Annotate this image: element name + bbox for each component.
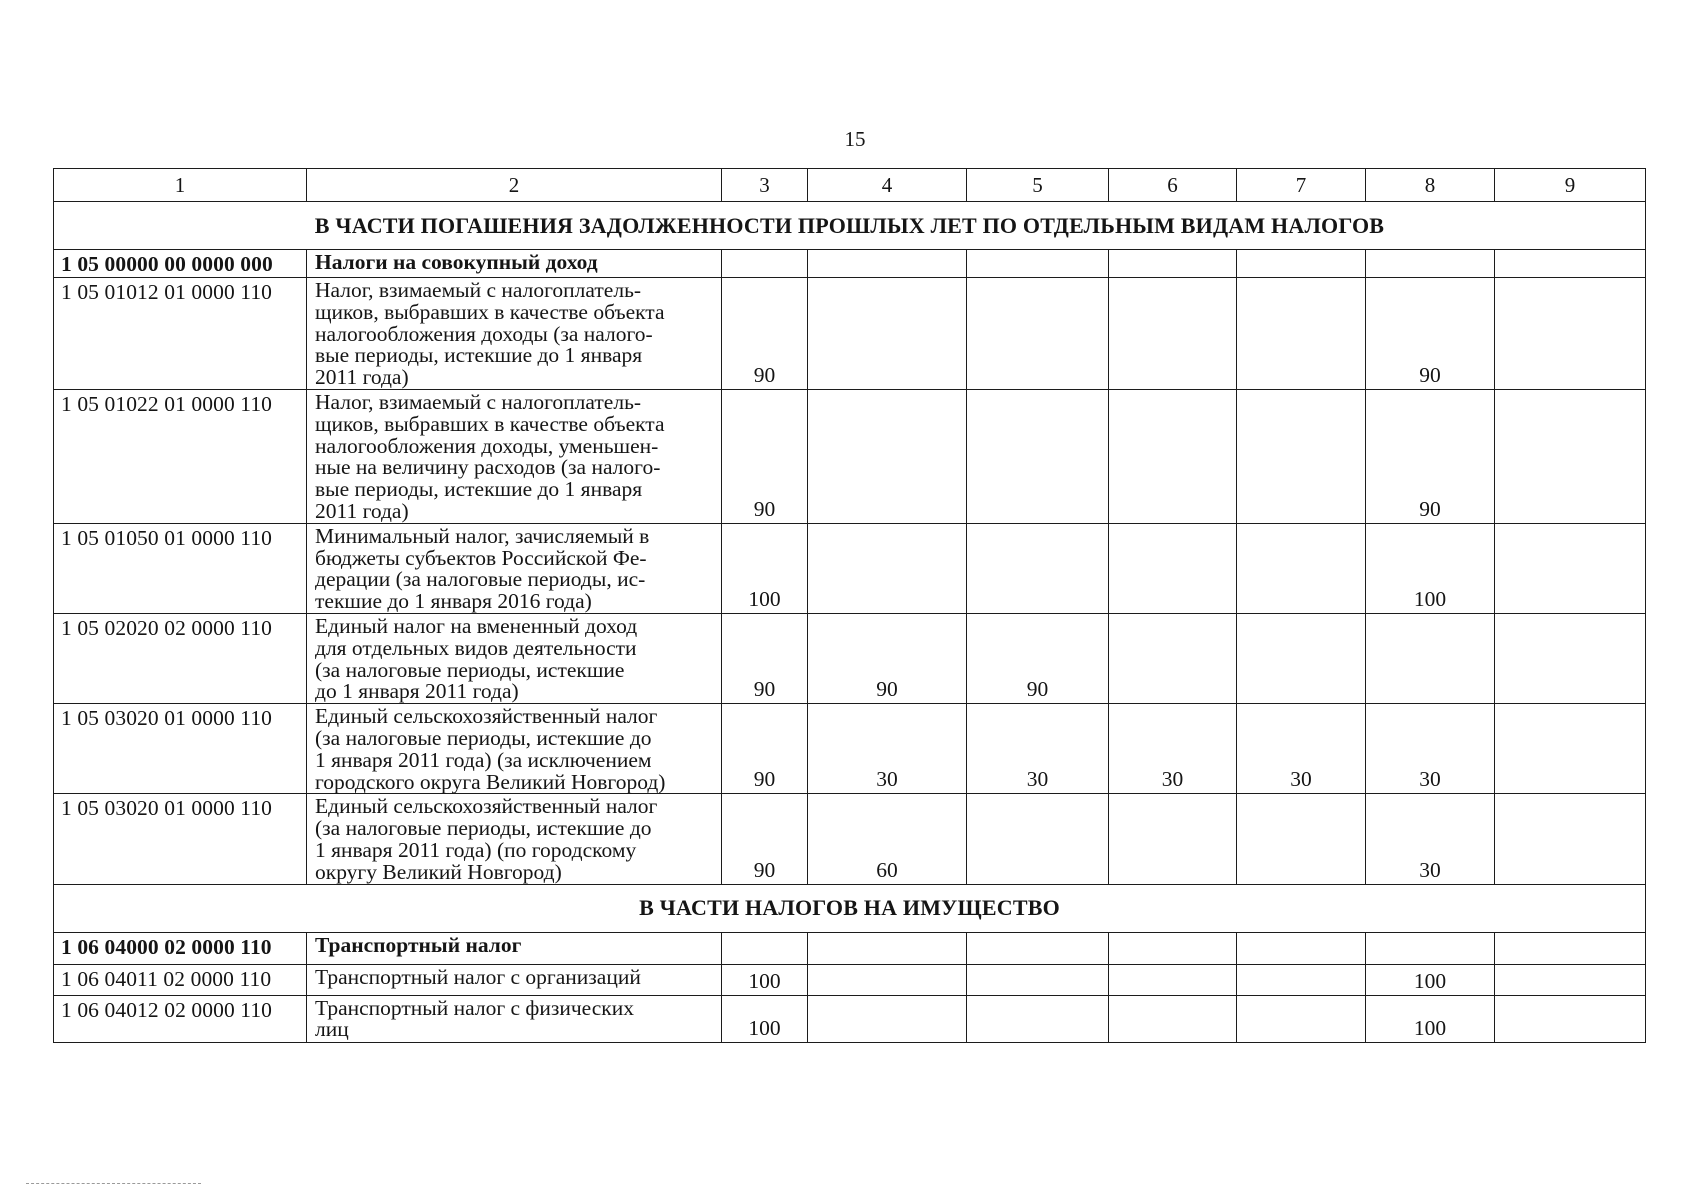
revenue-name-cell: Транспортный налог с организаций: [307, 964, 722, 995]
revenue-table: [53, 168, 1646, 1043]
revenue-name-cell: Минимальный налог, зачисляемый в бюджеты субъектов Российской Фе- дерации (за налоговые периоды, ис- текшие до 1 января 2016 года): [307, 523, 722, 613]
value-cell-col-7: [1237, 964, 1366, 995]
table-row: [54, 523, 1646, 613]
value-cell-col-3: 100: [722, 523, 808, 613]
value-cell-col-7: [1237, 523, 1366, 613]
value-cell-col-6: [1109, 278, 1237, 390]
value-cell-col-6: [1109, 995, 1237, 1042]
value-cell-col-5: [967, 932, 1109, 964]
value-cell-col-3: 100: [722, 964, 808, 995]
table-row: [54, 389, 1646, 523]
value-cell-col-9: [1495, 278, 1646, 390]
value-cell-col-9: [1495, 704, 1646, 794]
value-cell-col-6: [1109, 389, 1237, 523]
value-cell-col-5: 30: [967, 704, 1109, 794]
column-number: 4: [808, 169, 967, 202]
value-cell-col-7: [1237, 613, 1366, 703]
value-cell-col-3: [722, 250, 808, 278]
column-number: 2: [307, 169, 722, 202]
revenue-code-cell: 1 05 01012 01 0000 110: [54, 278, 307, 390]
revenue-code-cell: 1 05 03020 01 0000 110: [54, 794, 307, 884]
value-cell-col-8: [1366, 932, 1495, 964]
value-cell-col-4: [808, 278, 967, 390]
value-cell-col-6: [1109, 523, 1237, 613]
table-row: [54, 794, 1646, 884]
revenue-code-cell: 1 06 04000 02 0000 110: [54, 932, 307, 964]
value-cell-col-4: [808, 250, 967, 278]
table-row: [54, 964, 1646, 995]
column-number: 1: [54, 169, 307, 202]
section-title-row: [54, 202, 1646, 250]
value-cell-col-8: 30: [1366, 794, 1495, 884]
column-number-row: [54, 169, 1646, 202]
value-cell-col-4: [808, 932, 967, 964]
value-cell-col-5: [967, 794, 1109, 884]
revenue-name-cell: Налог, взимаемый с налогоплатель- щиков, выбравших в качестве объекта налогообложения доходы, уменьшен- ные на величину расходов (за налого- вые периоды, истекшие до 1 января 2011 года): [307, 389, 722, 523]
value-cell-col-7: 30: [1237, 704, 1366, 794]
value-cell-col-6: [1109, 964, 1237, 995]
table-row: [54, 704, 1646, 794]
value-cell-col-8: [1366, 613, 1495, 703]
value-cell-col-3: 90: [722, 613, 808, 703]
table-row: [54, 250, 1646, 278]
value-cell-col-6: 30: [1109, 704, 1237, 794]
value-cell-col-9: [1495, 964, 1646, 995]
value-cell-col-4: 60: [808, 794, 967, 884]
value-cell-col-7: [1237, 389, 1366, 523]
value-cell-col-4: [808, 389, 967, 523]
revenue-name-cell: Единый сельскохозяйственный налог (за налоговые периоды, истекшие до 1 января 2011 года) (за исключением городского округа Великий Новгород): [307, 704, 722, 794]
value-cell-col-5: [967, 250, 1109, 278]
column-number: 3: [722, 169, 808, 202]
column-number: 7: [1237, 169, 1366, 202]
revenue-code-cell: 1 06 04012 02 0000 110: [54, 995, 307, 1042]
revenue-code-cell: 1 05 00000 00 0000 000: [54, 250, 307, 278]
revenue-name-cell: Транспортный налог с физических лиц: [307, 995, 722, 1042]
page-number: 15: [844, 127, 866, 151]
value-cell-col-4: [808, 523, 967, 613]
revenue-name-cell: Единый сельскохозяйственный налог (за налоговые периоды, истекшие до 1 января 2011 года) (по городскому округу Великий Новгород): [307, 794, 722, 884]
value-cell-col-7: [1237, 278, 1366, 390]
value-cell-col-5: [967, 278, 1109, 390]
value-cell-col-5: [967, 523, 1109, 613]
value-cell-col-4: 90: [808, 613, 967, 703]
value-cell-col-6: [1109, 613, 1237, 703]
value-cell-col-9: [1495, 932, 1646, 964]
value-cell-col-9: [1495, 794, 1646, 884]
value-cell-col-3: 90: [722, 794, 808, 884]
revenue-code-cell: 1 05 03020 01 0000 110: [54, 704, 307, 794]
column-number: 8: [1366, 169, 1495, 202]
table-row: [54, 613, 1646, 703]
value-cell-col-4: 30: [808, 704, 967, 794]
value-cell-col-6: [1109, 932, 1237, 964]
value-cell-col-8: 100: [1366, 995, 1495, 1042]
value-cell-col-9: [1495, 613, 1646, 703]
revenue-name-cell: Единый налог на вмененный доход для отдельных видов деятельности (за налоговые периоды, истекшие до 1 января 2011 года): [307, 613, 722, 703]
revenue-name-cell: Транспортный налог: [307, 932, 722, 964]
table-row: [54, 995, 1646, 1042]
value-cell-col-7: [1237, 794, 1366, 884]
value-cell-col-3: 100: [722, 995, 808, 1042]
value-cell-col-5: [967, 964, 1109, 995]
table-row: [54, 932, 1646, 964]
value-cell-col-8: 100: [1366, 964, 1495, 995]
value-cell-col-6: [1109, 250, 1237, 278]
revenue-name-cell: Налоги на совокупный доход: [307, 250, 722, 278]
value-cell-col-5: [967, 389, 1109, 523]
column-number: 5: [967, 169, 1109, 202]
value-cell-col-5: 90: [967, 613, 1109, 703]
value-cell-col-9: [1495, 995, 1646, 1042]
value-cell-col-8: 90: [1366, 389, 1495, 523]
value-cell-col-3: [722, 932, 808, 964]
revenue-code-cell: 1 05 02020 02 0000 110: [54, 613, 307, 703]
value-cell-col-9: [1495, 523, 1646, 613]
value-cell-col-5: [967, 995, 1109, 1042]
revenue-code-cell: 1 06 04011 02 0000 110: [54, 964, 307, 995]
value-cell-col-8: 90: [1366, 278, 1495, 390]
section-title: В ЧАСТИ ПОГАШЕНИЯ ЗАДОЛЖЕННОСТИ ПРОШЛЫХ ЛЕТ ПО ОТДЕЛЬНЫМ ВИДАМ НАЛОГОВ: [54, 202, 1646, 250]
value-cell-col-8: 30: [1366, 704, 1495, 794]
revenue-code-cell: 1 05 01022 01 0000 110: [54, 389, 307, 523]
section-title-row: [54, 884, 1646, 932]
value-cell-col-9: [1495, 389, 1646, 523]
column-number: 9: [1495, 169, 1646, 202]
value-cell-col-9: [1495, 250, 1646, 278]
section-title: В ЧАСТИ НАЛОГОВ НА ИМУЩЕСТВО: [54, 884, 1646, 932]
value-cell-col-7: [1237, 995, 1366, 1042]
value-cell-col-7: [1237, 250, 1366, 278]
table-row: [54, 278, 1646, 390]
value-cell-col-3: 90: [722, 704, 808, 794]
value-cell-col-3: 90: [722, 278, 808, 390]
column-number: 6: [1109, 169, 1237, 202]
revenue-code-cell: 1 05 01050 01 0000 110: [54, 523, 307, 613]
value-cell-col-8: [1366, 250, 1495, 278]
value-cell-col-4: [808, 964, 967, 995]
revenue-name-cell: Налог, взимаемый с налогоплатель- щиков, выбравших в качестве объекта налогообложения доходы (за налого- вые периоды, истекшие до 1 января 2011 года): [307, 278, 722, 390]
value-cell-col-7: [1237, 932, 1366, 964]
value-cell-col-4: [808, 995, 967, 1042]
value-cell-col-6: [1109, 794, 1237, 884]
footer-separator: [26, 1183, 201, 1184]
value-cell-col-8: 100: [1366, 523, 1495, 613]
value-cell-col-3: 90: [722, 389, 808, 523]
